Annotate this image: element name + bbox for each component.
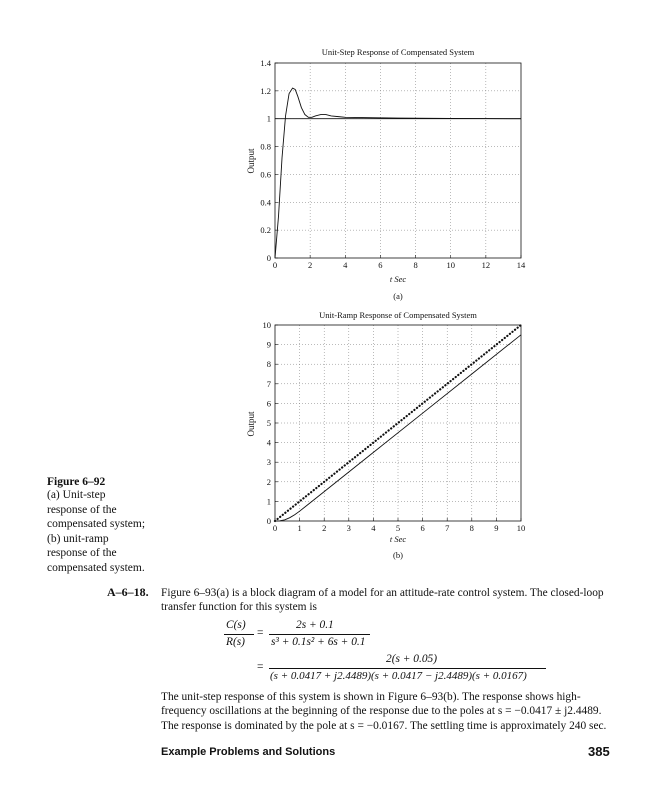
problem-conclusion [161,690,631,733]
chart-a-xtick-label: 6 [378,260,383,270]
chart-b-xtick-label: 2 [322,523,327,533]
chart-b-panel-label: (b) [393,550,403,560]
equals-sign-1: = [257,627,264,639]
problem-intro-line: transfer function for this system is [161,601,317,614]
rhs1-numerator: 2s + 0.1 [296,619,334,631]
chart-a-frame [275,63,521,258]
chart-a-xlabel: t Sec [389,274,407,284]
page-number: 385 [588,744,610,759]
chart-b-ytick-label: 4 [266,437,271,448]
chart-b-title: Unit-Ramp Response of Compensated System [319,310,477,320]
caption-line: response of the [47,547,117,559]
caption-line: compensated system; [47,518,146,530]
chart-a-xtick-label: 0 [272,260,278,270]
problem-intro-line: Figure 6–93(a) is a block diagram of a model for an attitude-rate control system. The closed-loop [161,587,604,599]
problem-intro [161,586,621,615]
chart-b-ytick-label: 2 [266,476,271,487]
chart-a-ytick-label: 1.2 [260,85,271,96]
chart-a-ytick-label: 1.4 [260,58,271,68]
rhs2-numerator: 2(s + 0.05) [386,653,438,665]
chart-b-ylabel: Output [246,411,256,437]
figure-caption [47,476,167,575]
chart-b-xtick-label: 3 [346,523,351,533]
chart-b-ytick-label: 7 [266,378,271,389]
caption-line: response of the [47,503,117,516]
problem-label: A–6–18. [107,585,149,599]
lhs-denominator: R(s) [226,636,245,648]
chart-a-ytick-label: 0.2 [260,225,271,236]
chart-b-xtick-label: 6 [420,523,425,533]
rhs2-fraction-bar [269,668,546,669]
chart-b-xlabel: t Sec [389,534,407,544]
rhs1-denominator: s³ + 0.1s² + 6s + 0.1 [271,636,366,648]
problem-conclusion-line: frequency oscillations at the beginning of the response due to the poles at s = −0.0417 ± j2.4489. [161,705,602,718]
chart-a-xtick-label: 14 [516,260,526,270]
chart-a-xtick-label: 12 [481,260,491,270]
footer-section-title: Example Problems and Solutions [161,746,336,758]
chart-a-ytick-label: 0.6 [260,169,271,180]
chart-b-xtick-label: 8 [469,523,474,533]
chart-b-ytick-label: 10 [262,320,271,330]
figure-caption-title: Figure 6–92 [47,476,106,488]
chart-b-ytick-label: 8 [266,359,271,370]
chart-a-title: Unit-Step Response of Compensated System [321,47,475,57]
chart-b-ytick-label: 5 [266,418,271,428]
chart-a-ytick-label: 0 [266,253,271,263]
chart-b-ytick-label: 6 [266,398,271,409]
chart-b-xtick-label: 10 [516,523,526,533]
chart-a-xtick-label: 2 [308,260,313,270]
chart-a-ytick-label: 1 [266,113,271,124]
figure-caption-text [47,488,167,575]
chart-a-xtick-label: 10 [446,260,455,270]
problem-conclusion-line: The response is dominated by the pole at s = −0.0167. The settling time is approximately 240 sec. [161,719,607,732]
caption-line: (b) unit-ramp [47,532,109,545]
chart-a-ytick-label: 0.8 [260,141,271,152]
chart-b-ytick-label: 1 [266,496,271,507]
chart-a-panel-label: (a) [393,291,403,301]
rhs2-denominator: (s + 0.0417 + j2.4489)(s + 0.0417 − j2.4489)(s + 0.0167) [270,670,527,682]
caption-line: compensated system. [47,561,145,574]
lhs-numerator: C(s) [226,619,246,631]
chart-b-ytick-label: 0 [266,516,271,526]
rhs1-fraction-bar [269,634,370,635]
chart-b-xtick-label: 0 [272,523,278,533]
chart-b-xtick-label: 5 [395,523,401,533]
equals-sign-2: = [257,661,264,673]
problem-conclusion-line: The unit-step response of this system is shown in Figure 6–93(b). The response shows high- [161,691,581,703]
step-response-chart [0,0,653,310]
chart-a-xtick-label: 8 [413,260,418,270]
chart-b-ytick-label: 3 [266,457,271,468]
chart-a-series-0 [275,88,521,258]
caption-line: (a) Unit-step [47,489,106,501]
lhs-fraction-bar [224,634,254,635]
chart-b-xtick-label: 4 [371,523,376,533]
chart-b-ytick-label: 9 [266,339,271,350]
chart-b-xtick-label: 1 [297,523,302,533]
chart-a-ytick-label: 0.4 [260,197,271,208]
chart-b-xtick-label: 7 [445,523,450,533]
chart-a-ylabel: Output [246,148,256,174]
chart-b-xtick-label: 9 [494,523,499,533]
chart-a-xtick-label: 4 [343,260,348,270]
